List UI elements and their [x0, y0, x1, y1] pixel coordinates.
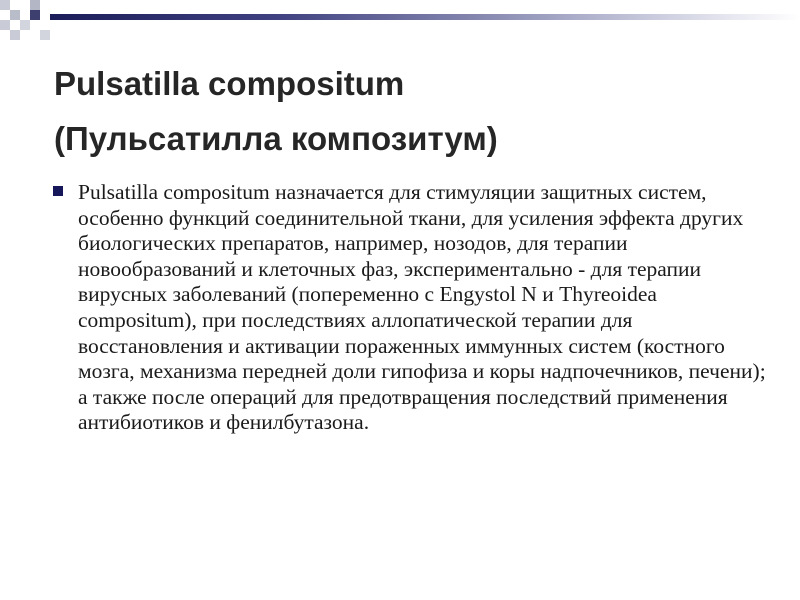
decorative-square — [30, 10, 40, 20]
slide-title-line: Pulsatilla compositum — [54, 65, 405, 102]
title-accent-bar — [50, 14, 800, 20]
decorative-square — [10, 30, 20, 40]
bullet-item — [48, 180, 768, 436]
bullet-text: Pulsatilla compositum назначается для стимуляции защитных систем, особенно функций соединительной ткани, для усиления эффекта других биологических препаратов, например, нозодов, для терапии новообразований и клеточных фаз, экспериментально - для терапии вирусных заболеваний (попеременно с Engystol N и Thyreoidea compositum), при последствиях аллопатической терапии для восстановления и активации пораженных иммунных систем (костного мозга, механизма передней доли гипофиза и коры надпочечников, печени); а также после операций для предотвращения последствий применения антибиотиков и фенилбутазона. — [78, 180, 766, 435]
decorative-square — [40, 30, 50, 40]
decorative-square — [0, 20, 10, 30]
slide-title-line: (Пульсатилла композитум) — [54, 120, 498, 157]
decorative-square — [0, 0, 10, 10]
decorative-square — [20, 20, 30, 30]
square-bullet-icon — [53, 186, 63, 196]
decorative-square — [10, 10, 20, 20]
decorative-square — [30, 0, 40, 10]
slide-title — [54, 56, 774, 166]
bullet-list — [48, 180, 768, 436]
